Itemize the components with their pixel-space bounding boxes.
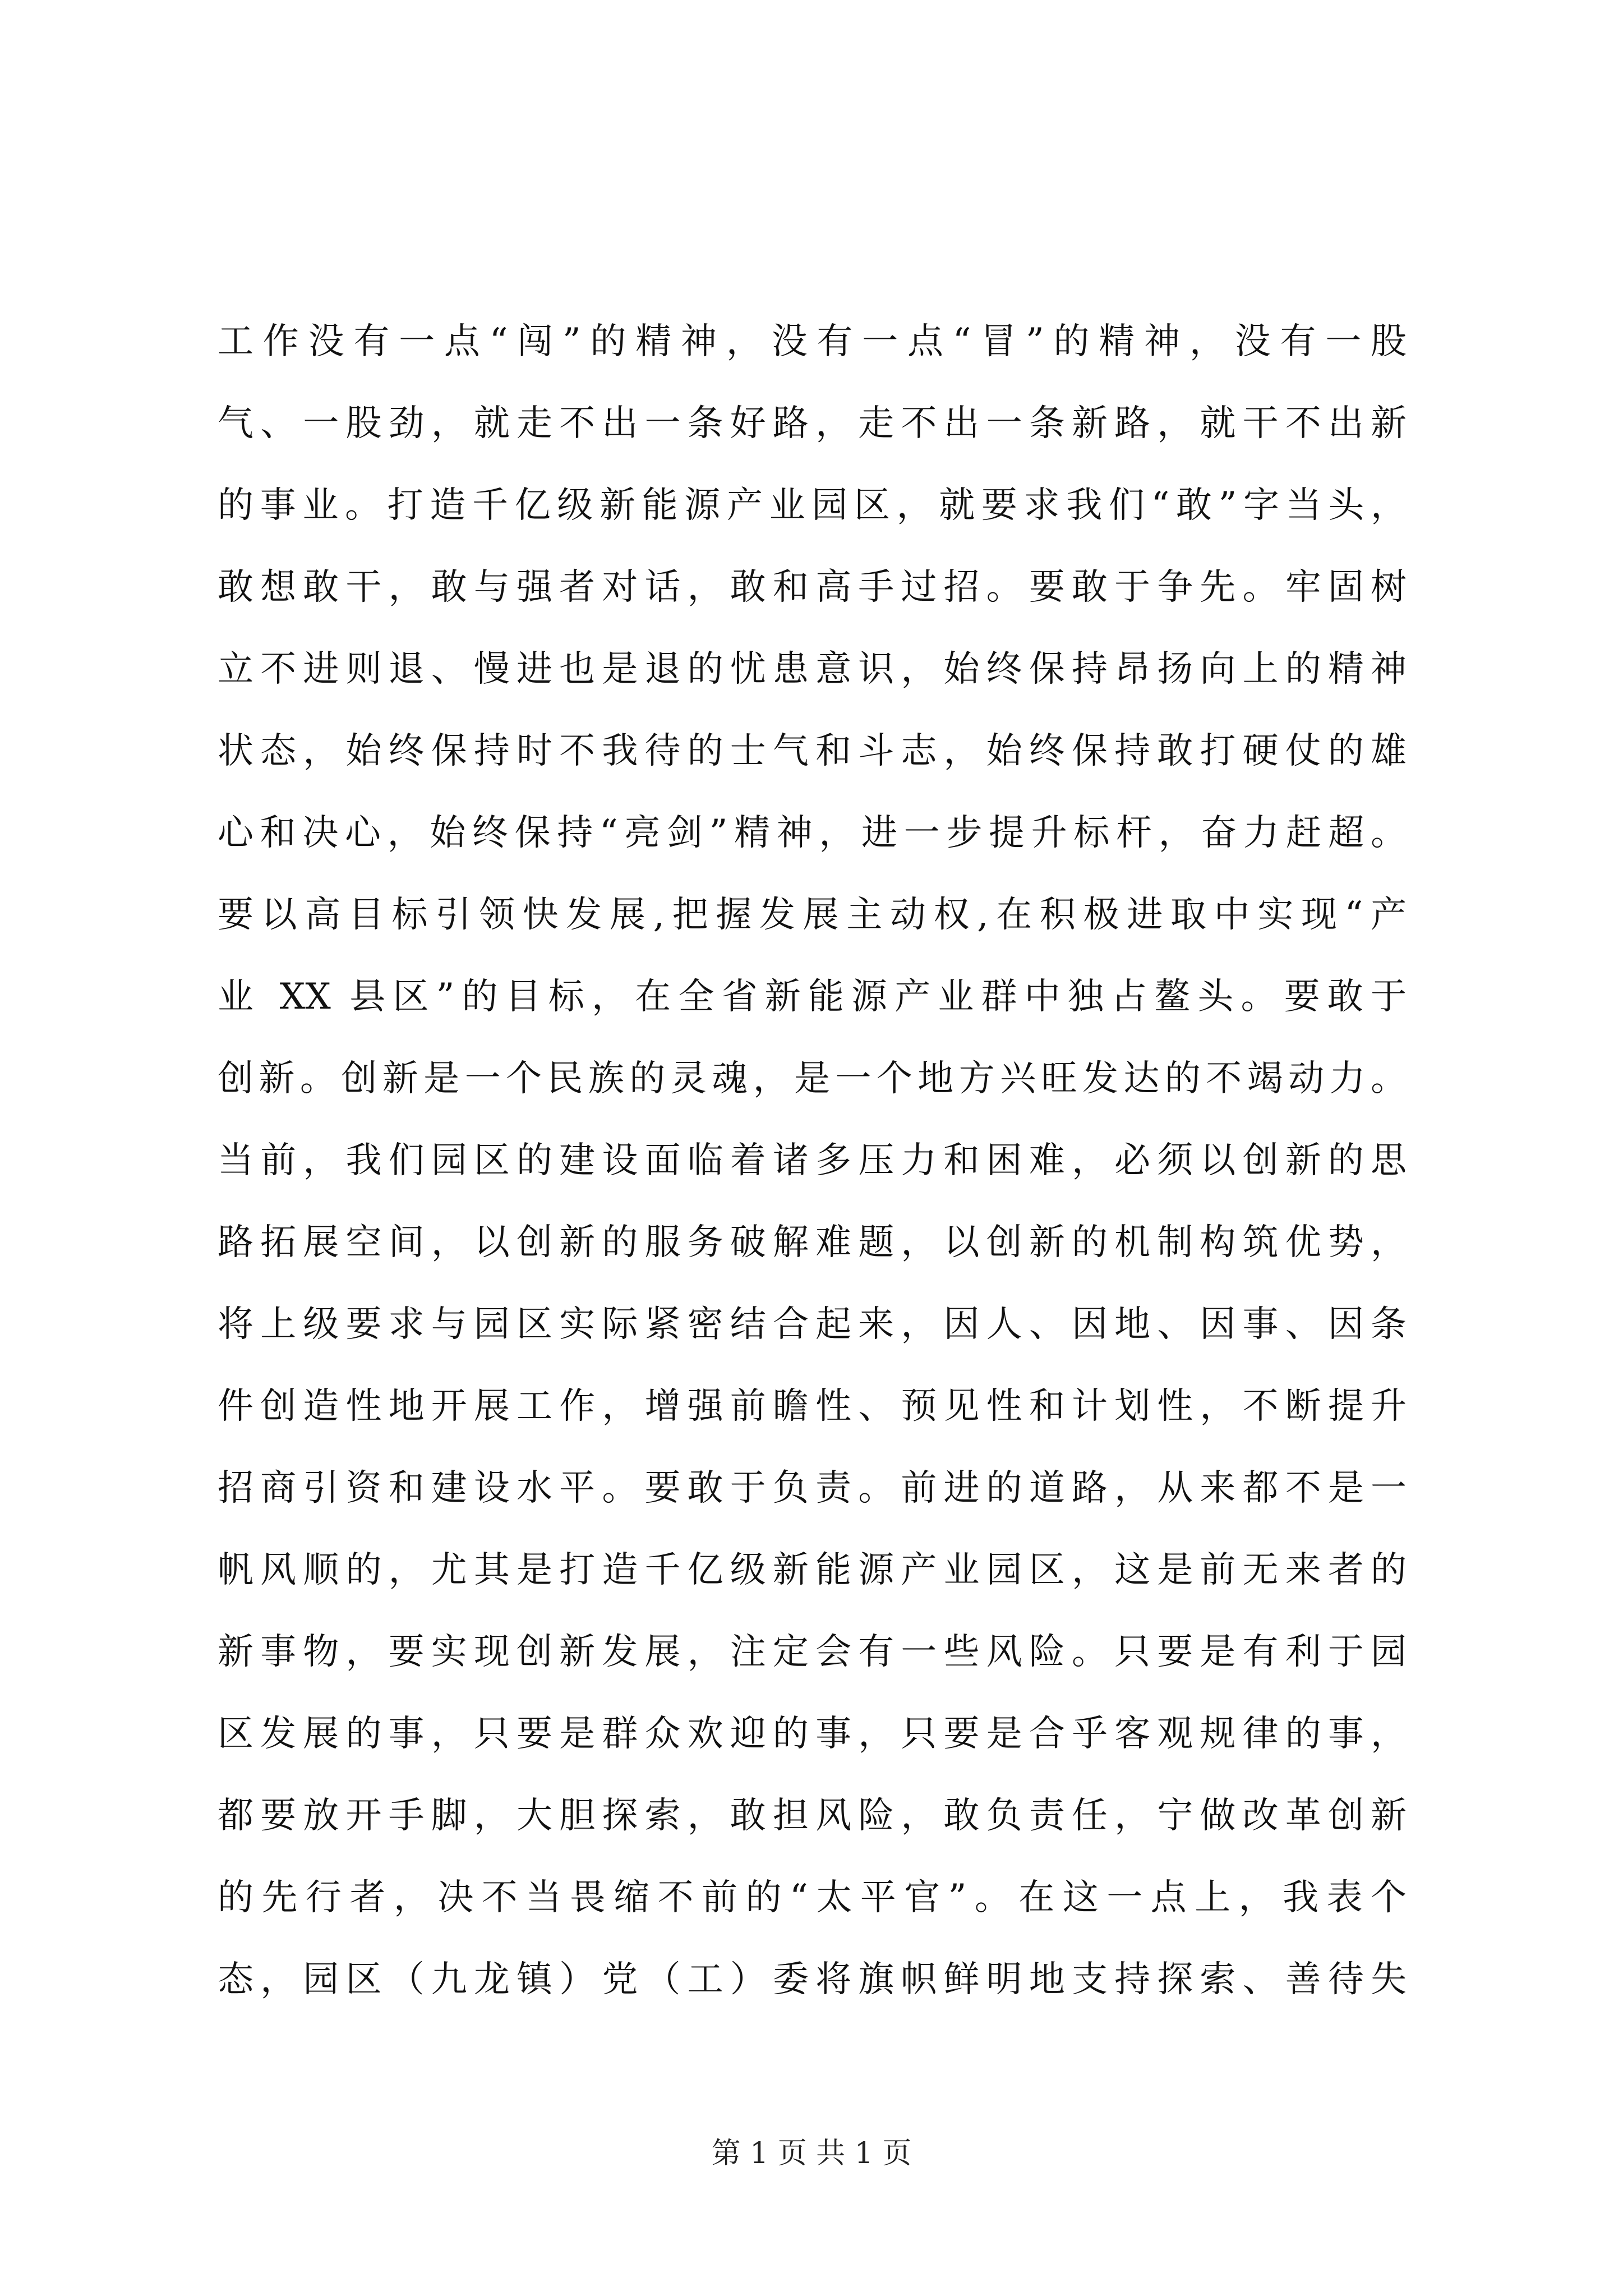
page-footer: 第 1 页 共 1 页 — [711, 2137, 912, 2170]
text-line: 将上级要求与园区实际紧密结合起来，因人、因地、因事、因条 — [218, 1304, 1407, 1345]
text-line: 气、一股劲，就走不出一条好路，走不出一条新路，就干不出新 — [218, 403, 1407, 444]
text-line: 帆风顺的，尤其是打造千亿级新能源产业园区，这是前无来者的 — [218, 1549, 1407, 1591]
text-line: 心和决心，始终保持“亮剑”精神，进一步提升标杆，奋力赶超。 — [218, 812, 1407, 854]
text-line: 当前，我们园区的建设面临着诸多压力和困难，必须以创新的思 — [218, 1140, 1407, 1181]
text-line: 业 XX 县区”的目标，在全省新能源产业群中独占鳌头。要敢于 — [218, 976, 1407, 1018]
text-line: 的先行者，决不当畏缩不前的“太平官”。在这一点上，我表个 — [218, 1877, 1407, 1918]
text-line: 状态，始终保持时不我待的士气和斗志，始终保持敢打硬仗的雄 — [218, 730, 1407, 772]
text-line: 区发展的事，只要是群众欢迎的事，只要是合乎客观规律的事， — [218, 1713, 1407, 1755]
text-line: 态，园区（九龙镇）党（工）委将旗帜鲜明地支持探索、善待失 — [218, 1959, 1407, 2000]
body-text — [218, 301, 1407, 2021]
text-line: 都要放开手脚，大胆探索，敢担风险，敢负责任，宁做改革创新 — [218, 1795, 1407, 1837]
text-line: 的事业。打造千亿级新能源产业园区，就要求我们“敢”字当头， — [218, 485, 1407, 526]
text-line: 工作没有一点“闯”的精神，没有一点“冒”的精神，没有一股 — [218, 321, 1407, 362]
text-line: 敢想敢干，敢与强者对话，敢和高手过招。要敢于争先。牢固树 — [218, 567, 1407, 608]
text-line: 要以高目标引领快发展,把握发展主动权,在积极进取中实现“产 — [218, 894, 1407, 936]
text-line: 新事物，要实现创新发展，注定会有一些风险。只要是有利于园 — [218, 1631, 1407, 1673]
text-line: 创新。创新是一个民族的灵魂，是一个地方兴旺发达的不竭动力。 — [218, 1058, 1407, 1099]
text-line: 立不进则退、慢进也是退的忧患意识，始终保持昂扬向上的精神 — [218, 648, 1407, 690]
text-line: 路拓展空间，以创新的服务破解难题，以创新的机制构筑优势， — [218, 1222, 1407, 1263]
text-line: 件创造性地开展工作，增强前瞻性、预见性和计划性，不断提升 — [218, 1386, 1407, 1427]
text-line: 招商引资和建设水平。要敢于负责。前进的道路，从来都不是一 — [218, 1467, 1407, 1509]
